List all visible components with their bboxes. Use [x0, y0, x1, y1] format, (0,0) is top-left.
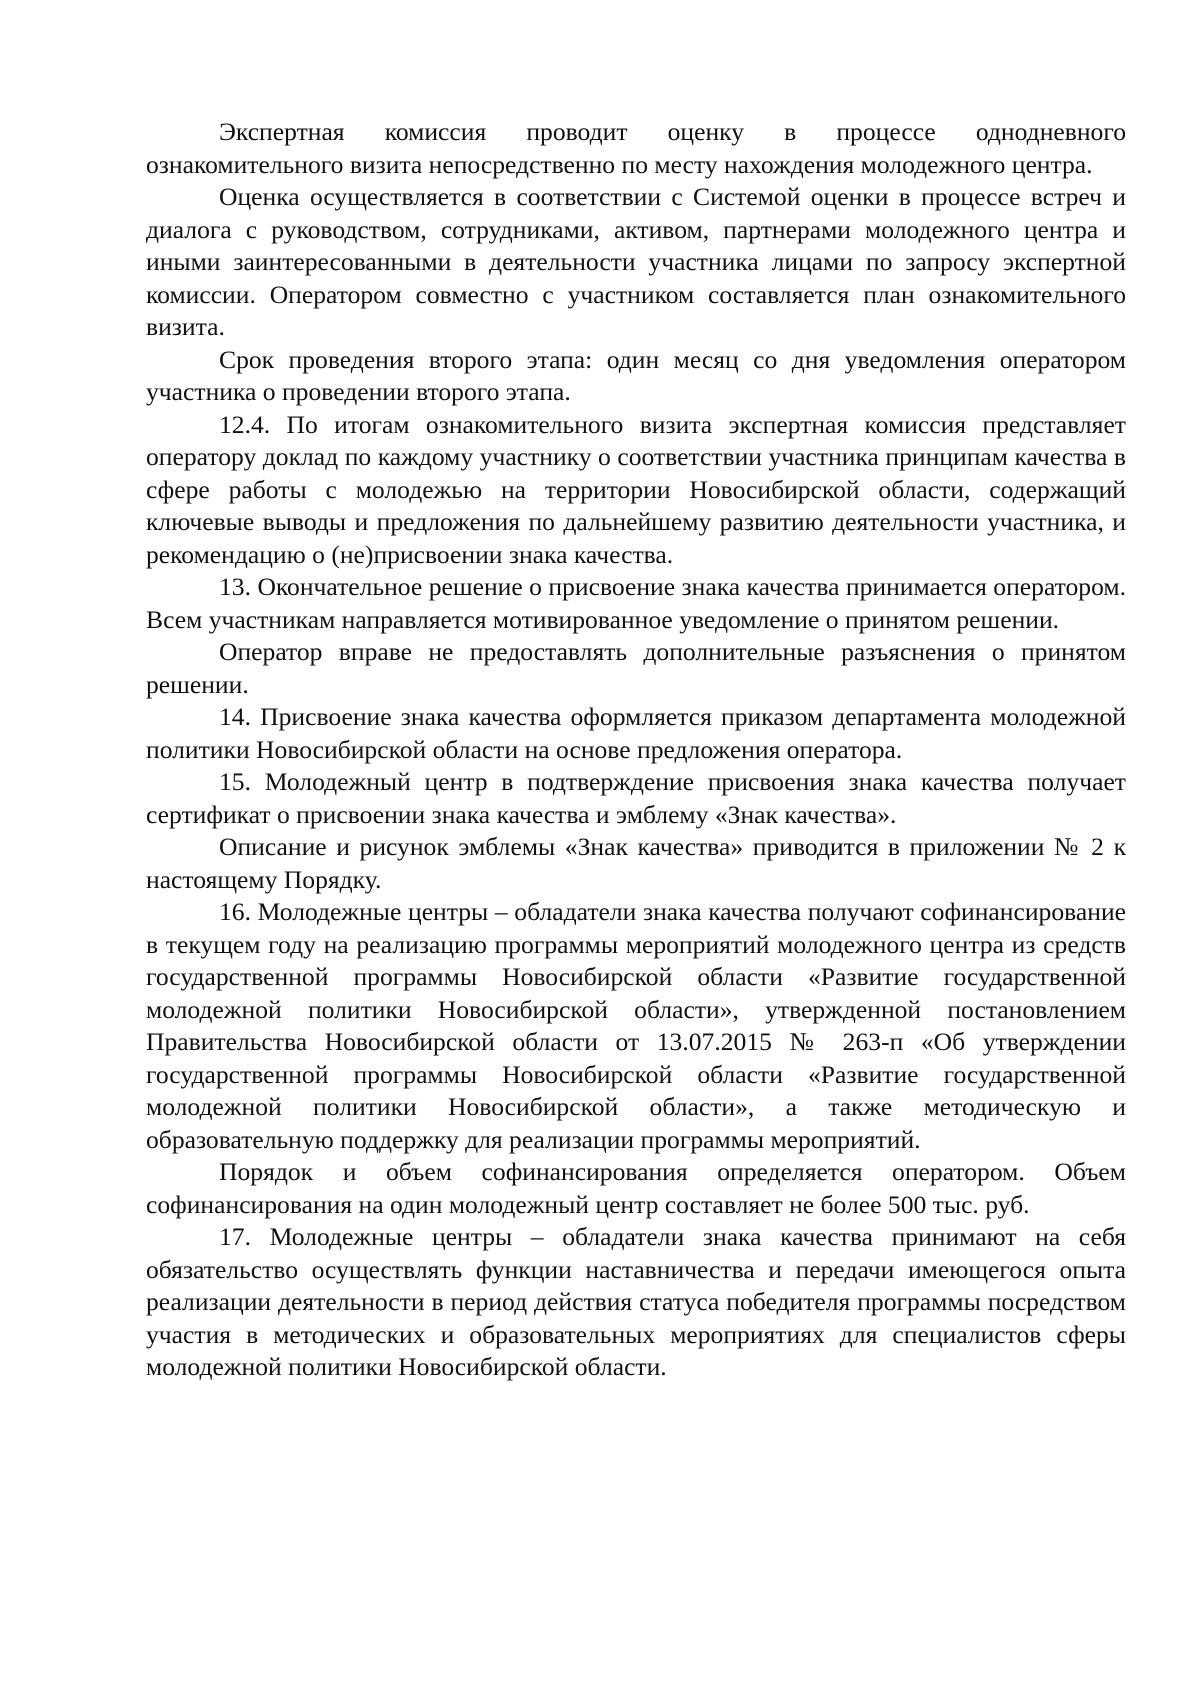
paragraph-12-4-report: 12.4. По итогам ознакомительного визита экспертная комиссия представляет оператору доклад по каждому участнику о соответствии участника принципам качества в сфере работы с молодежью на территории Новосибирской области, содержащий ключевые выводы и предложения по дальнейшему развитию деятельности участника, и рекомендацию о (не)присвоении знака качества. [146, 409, 1126, 569]
paragraph-expert-commission-visit: Экспертная комиссия проводит оценку в процессе однодневного ознакомительного визита непосредственно по месту нахождения молодежного центра. [146, 117, 1126, 179]
paragraph-no-clarifications: Оператор вправе не предоставлять дополнительные разъяснения о принятом решении. [146, 637, 1126, 699]
paragraph-17-mentoring: 17. Молодежные центры – обладатели знака качества принимают на себя обязательство осуществлять функции наставничества и передачи имеющегося опыта реализации деятельности в период действия статуса победителя программы посредством участия в методических и образовательных мероприятиях для специалистов сферы молодежной политики Новосибирской области. [146, 1222, 1126, 1381]
paragraph-assessment-process: Оценка осуществляется в соответствии с Системой оценки в процессе встреч и диалога с руководством, сотрудниками, активом, партнерами молодежного центра и иными заинтересованными в деятельности участника лицами по запросу экспертной комиссии. Оператором совместно с участником составляется план ознакомительного визита. [146, 182, 1126, 341]
paragraph-16-cofinancing: 16. Молодежные центры – обладатели знака качества получают софинансирование в текущем году на реализацию программы мероприятий молодежного центра из средств государственной программы Новосибирской области «Развитие государственной молодежной политики Новосибирской области», утвержденной постановлением Правительства Новосибирской области от 13.07.2015 № 263-п «Об утверждении государственной программы Новосибирской области «Развитие государственной молодежной политики Новосибирской области», а также методическую и образовательную поддержку для реализации программы мероприятий. [146, 897, 1126, 1154]
paragraph-cofinancing-amount: Порядок и объем софинансирования определяется оператором. Объем софинансирования на один молодежный центр составляет не более 500 тыс. руб. [146, 1157, 1126, 1219]
paragraph-second-stage-term: Срок проведения второго этапа: один месяц со дня уведомления оператором участника о проведении второго этапа. [146, 344, 1126, 406]
paragraph-13-final-decision: 13. Окончательное решение о присвоение знака качества принимается оператором. Всем участникам направляется мотивированное уведомление о принятом решении. [146, 572, 1126, 634]
document-body [146, 116, 1126, 1384]
paragraph-14-order: 14. Присвоение знака качества оформляется приказом департамента молодежной политики Новосибирской области на основе предложения оператора. [146, 702, 1126, 764]
paragraph-15-certificate: 15. Молодежный центр в подтверждение присвоения знака качества получает сертификат о присвоении знака качества и эмблему «Знак качества». [146, 767, 1126, 829]
paragraph-emblem-description: Описание и рисунок эмблемы «Знак качества» приводится в приложении № 2 к настоящему Порядку. [146, 832, 1126, 894]
